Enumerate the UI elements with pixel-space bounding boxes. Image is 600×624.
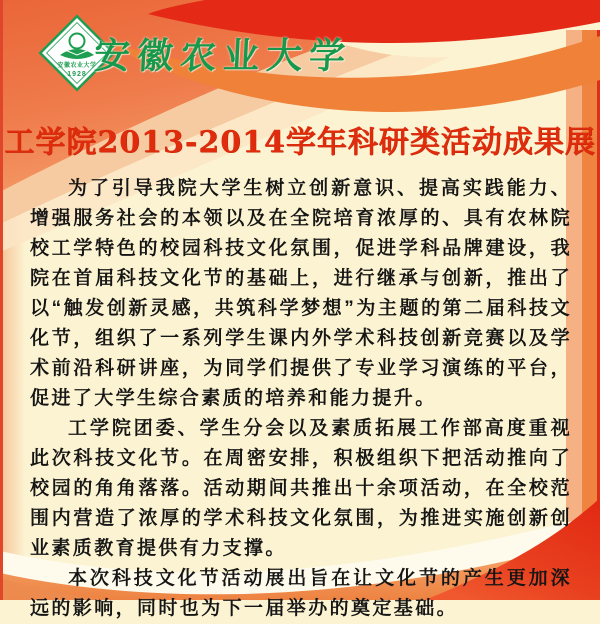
left-strip-red — [0, 0, 3, 600]
paragraph-2: 工学院团委、学生分会以及素质拓展工作部高度重视此次科技文化节。在周密安排，积极组织下把活动推向了校园的角角落落。活动期间共推出十余项活动，在全校范围内营造了浓厚的学术科技文化氛围，为推进实施创新创业素质教育提供有力支撑。 — [30, 418, 572, 559]
university-name: 安徽农业大学 — [93, 35, 354, 77]
seal-university-name: 安徽农业大学 — [57, 63, 97, 69]
seal-year: 1928 — [67, 71, 87, 78]
paragraph-1: 为了引导我院大学生树立创新意识、提高实践能力、增强服务社会的本领以及在全院培育浓厚的、具有农林院校工学特色的校园科技文化氛围，促进学科品牌建设，我院在首届科技文化节的基础上，进行继承与创新，推出了以“触发创新灵感，共筑科学梦想”为主题的第二届科技文化节，组织了一系列学生课内外学术科技创新竞赛以及学术前沿科研讲座，为同学们提供了专业学习演练的平台，促进了大学生综合素质的培养和能力提升。 — [30, 178, 572, 409]
paragraph-3: 本次科技文化节活动展出旨在让文化节的产生更加深远的影响，同时也为下一届举办的奠定基础。 — [30, 568, 572, 619]
body-copy — [30, 174, 572, 619]
banner-title: 工学院2013-2014学年科研类活动成果展 — [4, 125, 596, 160]
